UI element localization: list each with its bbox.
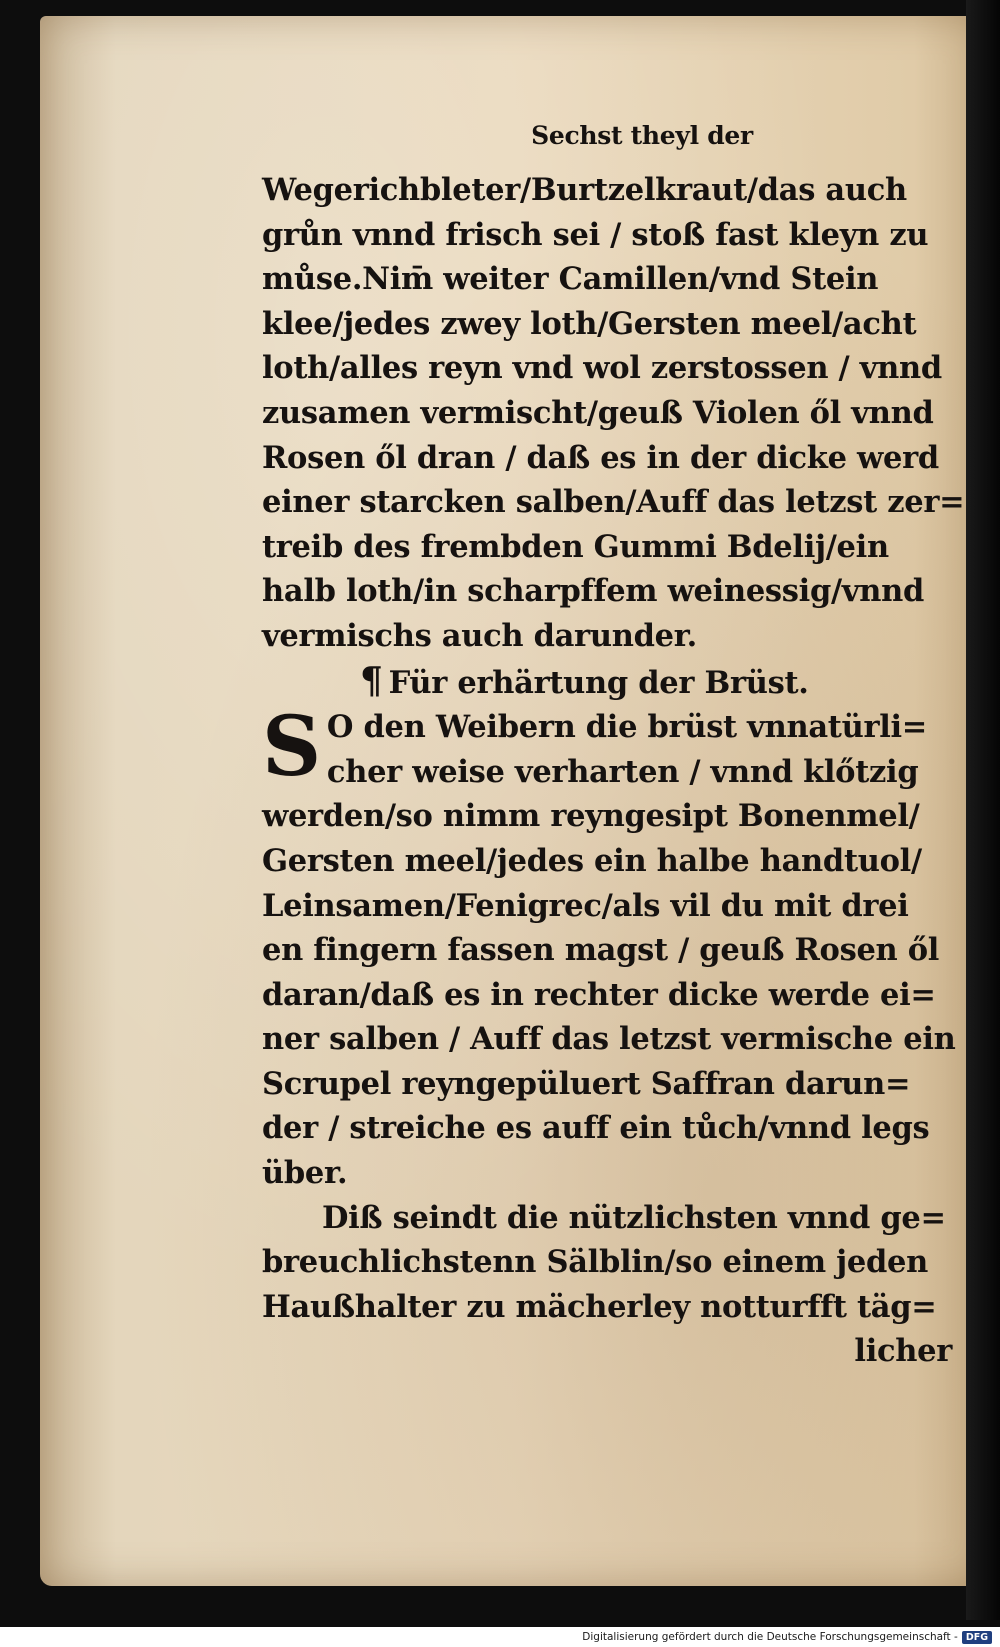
text-line: Gersten meel/jedes ein halbe handtuol/ <box>262 842 922 879</box>
page-text-block <box>262 116 965 1374</box>
text-line: Wegerichbleter/Burtzelkraut/das auch <box>262 172 907 208</box>
text-line: zusamen vermischt/geuß Violen ől vnnd <box>262 394 934 431</box>
text-line: daran/daß es in rechter dicke werde ei= <box>262 976 936 1013</box>
text-line: Leinsamen/Fenigrec/als vil du mit drei <box>262 887 909 924</box>
text-line: werden/so nimm reyngesipt Bonenmel/ <box>262 798 920 835</box>
section-heading <box>262 659 952 706</box>
text-line: der / streiche es auff ein tůch/vnnd legs <box>262 1110 930 1147</box>
text-line: en fingern fassen magst / geuß Rosen ől <box>262 932 940 969</box>
text-line: grůn vnnd frisch sei / stoß fast kleyn zu <box>262 216 929 253</box>
running-header: Sechst theyl der <box>531 121 753 150</box>
text-line: treib des frembden Gummi Bdelij/ein <box>262 528 889 565</box>
text-line: halb loth/in scharpffem weinessig/vnnd <box>262 573 925 610</box>
text-line: klee/jedes zwey loth/Gersten meel/acht <box>262 305 917 342</box>
book-spine-edge <box>966 0 1000 1620</box>
text-line: einer starcken salben/Auff das letzst zer= <box>262 484 965 521</box>
text-line: Diß seindt die nützlichsten vnnd ge= <box>322 1199 946 1236</box>
text-line: Rosen ől dran / daß es in der dicke werd <box>262 439 939 476</box>
text-line: můse.Nim̄ weiter Camillen/vnd Stein <box>262 261 879 298</box>
text-line: vermischs auch darunder. <box>262 617 697 654</box>
pilcrow-mark: ¶ <box>360 659 383 702</box>
digitization-footer <box>0 1627 1000 1647</box>
text-line: ner salben / Auff das letzst vermische ein <box>262 1021 956 1058</box>
book-page <box>40 16 990 1586</box>
drop-capital: S <box>262 699 321 796</box>
catchword: licher <box>854 1333 952 1370</box>
text-line: über. <box>262 1155 348 1192</box>
text-line: O den Weibern die brüst vnnatürli= <box>326 709 928 746</box>
footer-text: Digitalisierung gefördert durch die Deutsche Forschungsgemeinschaft - <box>582 1631 958 1643</box>
dfg-logo: DFG <box>962 1631 992 1644</box>
text-line: Scrupel reyngepüluert Saffran darun= <box>262 1065 911 1102</box>
text-line: breuchlichstenn Sälblin/so einem jeden <box>262 1244 929 1281</box>
text-line: cher weise verharten / vnnd klőtzig <box>326 753 919 790</box>
paragraph-with-dropcap <box>262 699 956 1196</box>
text-line: Haußhalter zu mächerley notturfft täg= <box>262 1288 937 1325</box>
section-heading-text: Für erhärtung der Brüst. <box>388 664 809 701</box>
text-line: loth/alles reyn vnd wol zerstossen / vnnd <box>262 350 942 387</box>
